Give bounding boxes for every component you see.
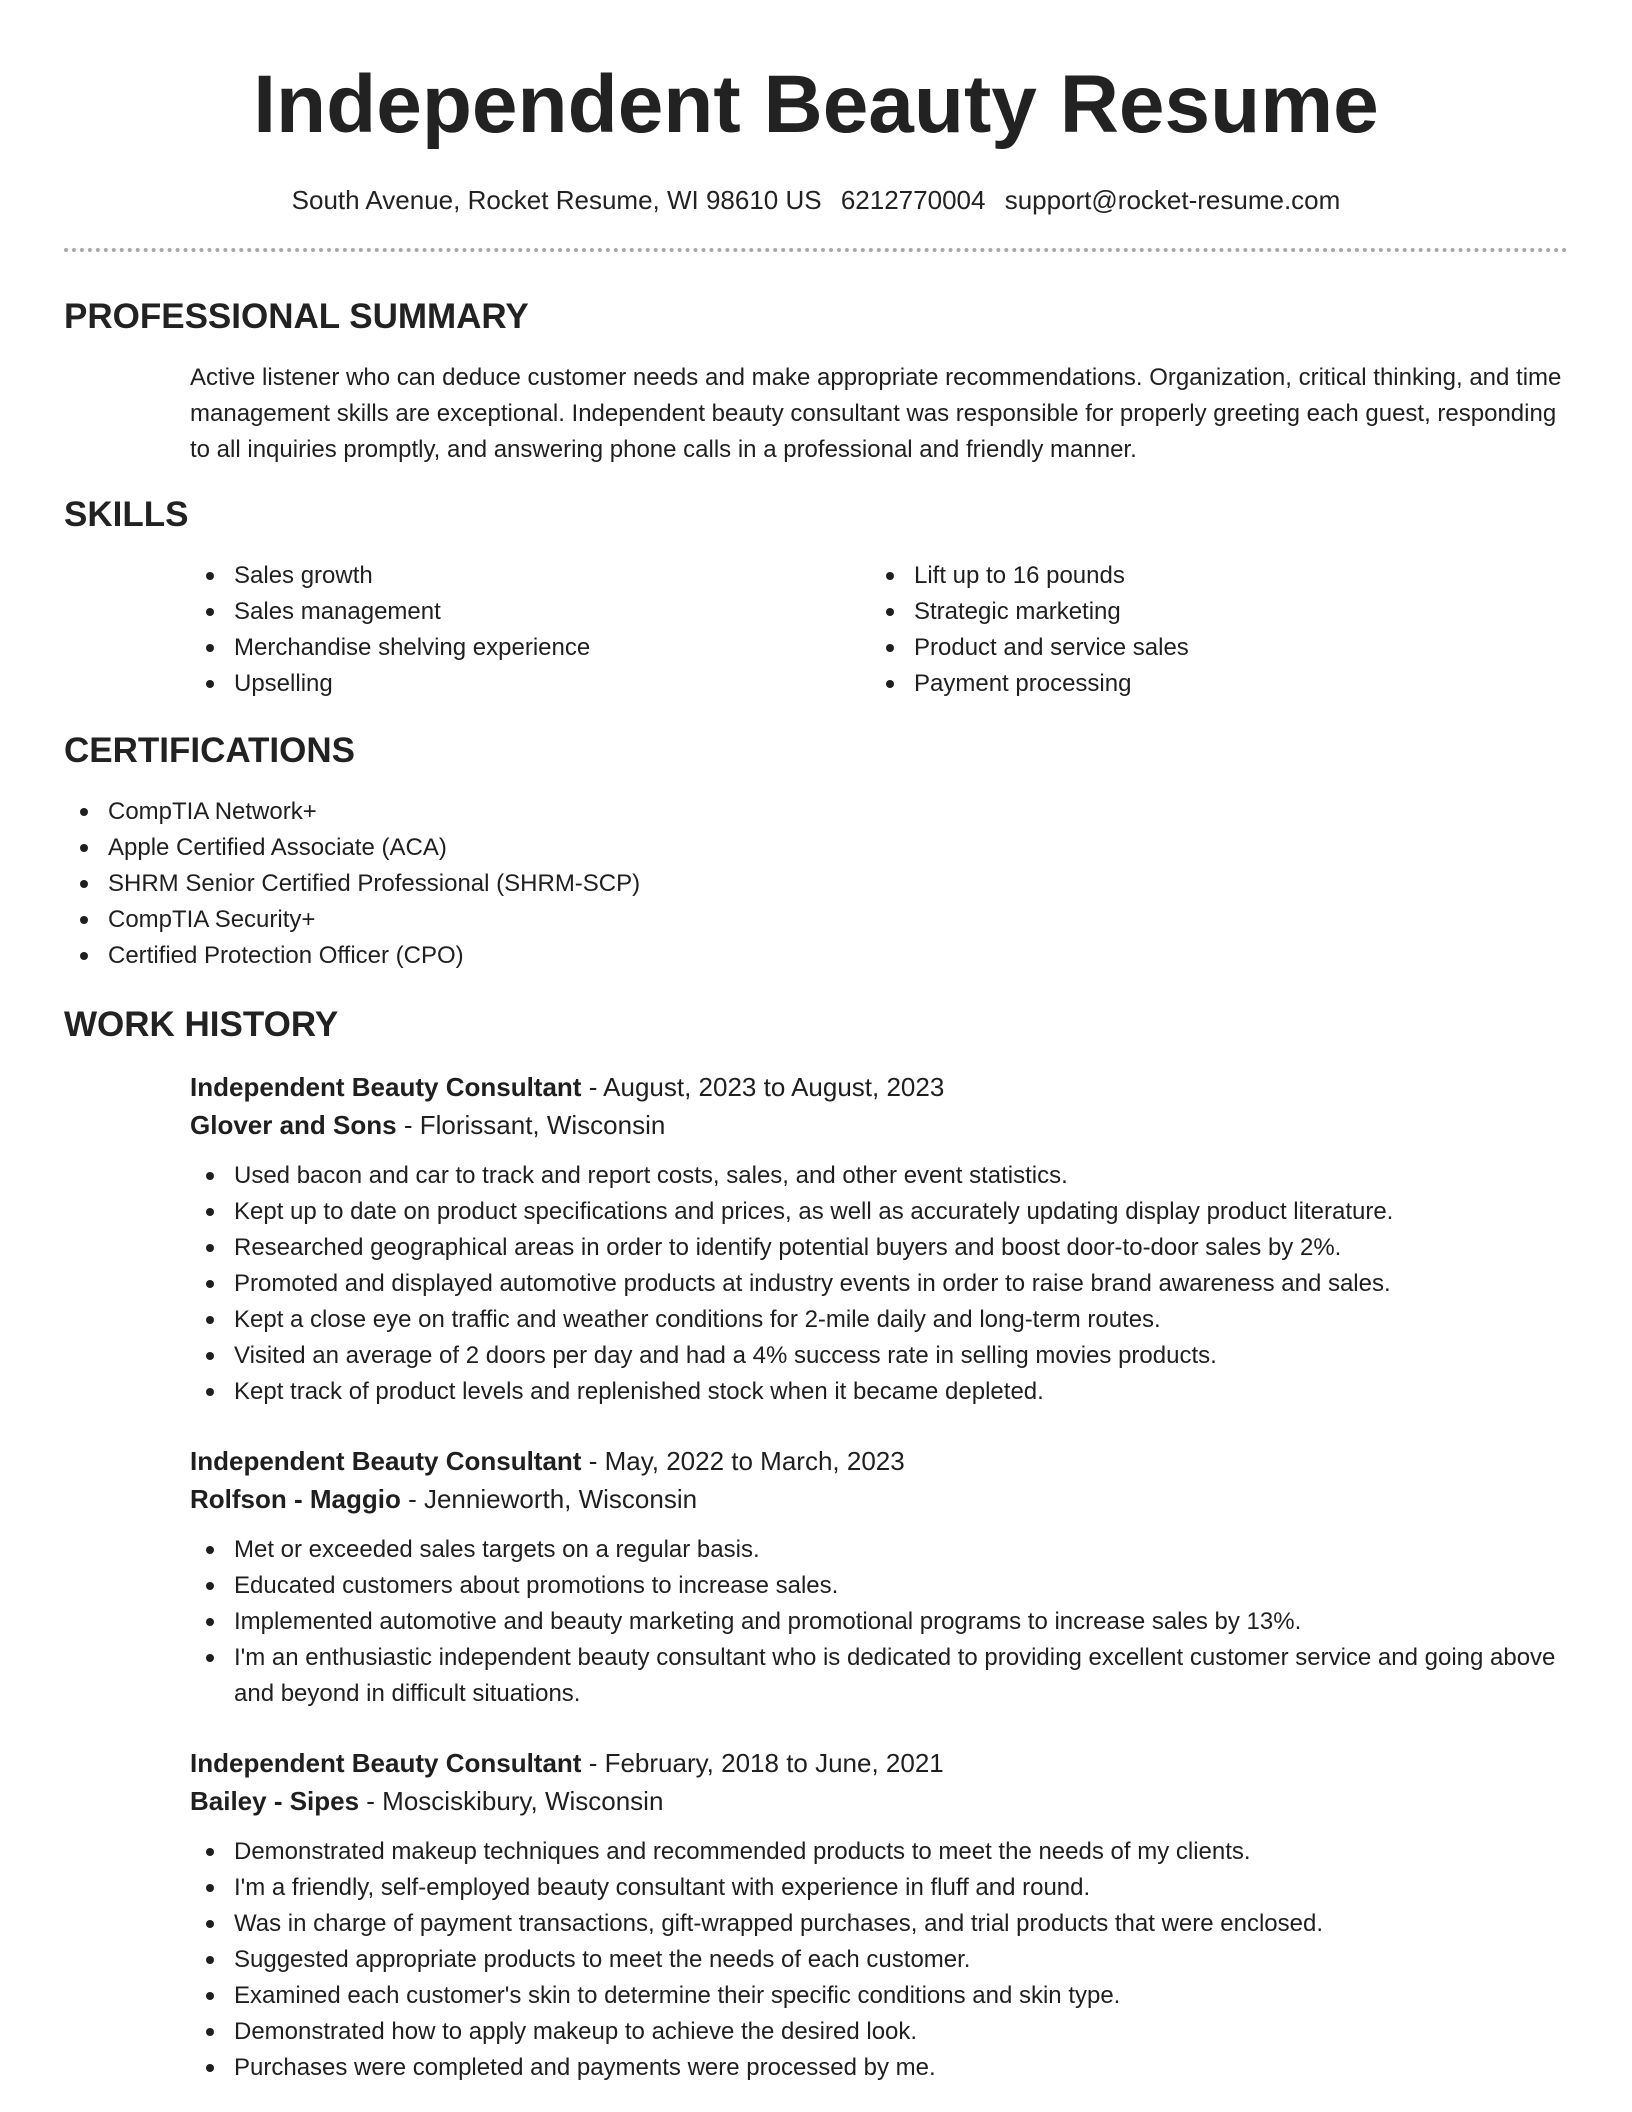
certifications-heading: CERTIFICATIONS <box>64 731 356 770</box>
resume-name: Independent Beauty Resume <box>253 59 1379 150</box>
summary-heading: PROFESSIONAL SUMMARY <box>64 297 529 336</box>
job-bullet: I'm a friendly, self-employed beauty consultant with experience in fluff and round. <box>190 1870 1568 1906</box>
skills-section <box>64 494 1568 702</box>
contact-email: support@rocket-resume.com <box>1004 185 1341 215</box>
job-title-line <box>190 1068 1568 1106</box>
job-company: Glover and Sons <box>190 1110 397 1140</box>
job-bullet: Used bacon and car to track and report costs, sales, and other event statistics. <box>190 1158 1568 1194</box>
job-bullets <box>190 1532 1568 1712</box>
skill-item: Sales management <box>190 594 870 630</box>
certification-item: CompTIA Network+ <box>64 794 1568 830</box>
job-entry <box>190 1744 1568 2086</box>
job-title-line <box>190 1442 1568 1480</box>
job-bullet: Suggested appropriate products to meet the needs of each customer. <box>190 1942 1568 1978</box>
job-title: Independent Beauty Consultant <box>190 1446 582 1476</box>
job-dates: - August, 2023 to August, 2023 <box>581 1072 945 1102</box>
work-history-heading: WORK HISTORY <box>64 1005 339 1044</box>
job-bullet: Researched geographical areas in order to identify potential buyers and boost door-to-door sales by 2%. <box>190 1230 1568 1266</box>
job-bullet: Implemented automotive and beauty marketing and promotional programs to increase sales by 13%. <box>190 1604 1568 1640</box>
job-bullet: Examined each customer's skin to determine their specific conditions and skin type. <box>190 1978 1568 2014</box>
summary-text: Active listener who can deduce customer needs and make appropriate recommendations. Organization, critical thinking, and time management skills are exceptional. Independent beauty consultant was responsible for properly greeting each guest, responding to all inquiries promptly, and answering phone calls in a professional and friendly manner. <box>190 364 1562 463</box>
skills-grid <box>190 558 1568 702</box>
skills-heading: SKILLS <box>64 495 189 534</box>
job-bullet: Educated customers about promotions to increase sales. <box>190 1568 1568 1604</box>
job-location: - Florissant, Wisconsin <box>396 1110 666 1140</box>
job-company-line <box>190 1106 1568 1144</box>
skill-item: Upselling <box>190 666 870 702</box>
contact-address: South Avenue, Rocket Resume, WI 98610 US <box>291 185 822 215</box>
contact-line <box>64 184 1568 216</box>
job-company: Bailey - Sipes <box>190 1786 360 1816</box>
job-bullet: Kept up to date on product specifications and prices, as well as accurately updating display product literature. <box>190 1194 1568 1230</box>
job-company: Rolfson - Maggio <box>190 1484 401 1514</box>
contact-phone: 6212770004 <box>840 185 986 215</box>
skill-item: Payment processing <box>870 666 1550 702</box>
job-bullet: Demonstrated how to apply makeup to achieve the desired look. <box>190 2014 1568 2050</box>
job-title: Independent Beauty Consultant <box>190 1748 582 1778</box>
job-bullet: Kept a close eye on traffic and weather conditions for 2-mile daily and long-term routes. <box>190 1302 1568 1338</box>
job-bullets <box>190 1834 1568 2086</box>
skill-item: Product and service sales <box>870 630 1550 666</box>
certification-item: Certified Protection Officer (CPO) <box>64 938 1568 974</box>
skills-list-left <box>190 558 870 702</box>
work-history-section <box>64 1004 1568 2086</box>
job-bullets <box>190 1158 1568 1410</box>
job-bullet: Met or exceeded sales targets on a regular basis. <box>190 1532 1568 1568</box>
job-bullet: Purchases were completed and payments were processed by me. <box>190 2050 1568 2086</box>
job-company-line <box>190 1782 1568 1820</box>
job-location: - Mosciskibury, Wisconsin <box>359 1786 664 1816</box>
job-bullet: Was in charge of payment transactions, gift-wrapped purchases, and trial products that were enclosed. <box>190 1906 1568 1942</box>
job-bullet: Visited an average of 2 doors per day and had a 4% success rate in selling movies products. <box>190 1338 1568 1374</box>
certifications-list <box>64 794 1568 974</box>
job-bullet: I'm an enthusiastic independent beauty consultant who is dedicated to providing excellent customer service and going above and beyond in difficult situations. <box>190 1640 1568 1712</box>
skills-list-right <box>870 558 1550 702</box>
skill-item: Strategic marketing <box>870 594 1550 630</box>
skill-item: Merchandise shelving experience <box>190 630 870 666</box>
job-entry <box>190 1068 1568 1410</box>
certification-item: SHRM Senior Certified Professional (SHRM-SCP) <box>64 866 1568 902</box>
resume-page <box>64 0 1568 2086</box>
job-title: Independent Beauty Consultant <box>190 1072 582 1102</box>
skill-item: Lift up to 16 pounds <box>870 558 1550 594</box>
job-location: - Jennieworth, Wisconsin <box>400 1484 698 1514</box>
job-company-line <box>190 1480 1568 1518</box>
summary-section <box>64 296 1568 468</box>
job-dates: - February, 2018 to June, 2021 <box>581 1748 944 1778</box>
job-dates: - May, 2022 to March, 2023 <box>581 1446 905 1476</box>
certification-item: CompTIA Security+ <box>64 902 1568 938</box>
certifications-section <box>64 730 1568 974</box>
job-bullet: Promoted and displayed automotive products at industry events in order to raise brand awareness and sales. <box>190 1266 1568 1302</box>
skill-item: Sales growth <box>190 558 870 594</box>
job-title-line <box>190 1744 1568 1782</box>
job-bullet: Kept track of product levels and replenished stock when it became depleted. <box>190 1374 1568 1410</box>
job-bullet: Demonstrated makeup techniques and recommended products to meet the needs of my clients. <box>190 1834 1568 1870</box>
header-divider <box>64 248 1568 252</box>
certification-item: Apple Certified Associate (ACA) <box>64 830 1568 866</box>
job-entry <box>190 1442 1568 1712</box>
